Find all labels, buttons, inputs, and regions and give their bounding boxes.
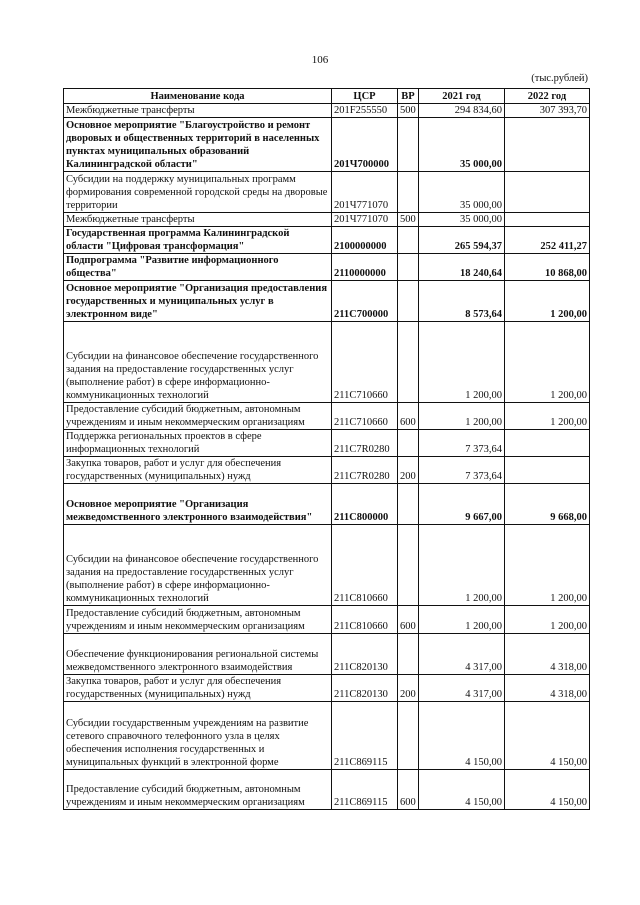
table-row: [64, 281, 590, 322]
cell-csr: 211С800000: [332, 484, 398, 525]
page-number: 106: [311, 54, 329, 66]
cell-y2021: 9 667,00: [419, 484, 505, 525]
cell-y2021: 265 594,37: [419, 227, 505, 254]
header-name: Наименование кода: [64, 89, 332, 104]
cell-y2022: 4 318,00: [505, 634, 590, 675]
cell-y2022: 4 318,00: [505, 675, 590, 702]
cell-y2022: 4 150,00: [505, 770, 590, 810]
table-row: [64, 227, 590, 254]
cell-y2021: 8 573,64: [419, 281, 505, 322]
cell-name: Предоставление субсидий бюджетным, автономным учреждениям и иным некоммерческим организациям: [64, 403, 332, 430]
cell-name: Поддержка региональных проектов в сфере информационных технологий: [64, 430, 332, 457]
cell-y2022: 1 200,00: [505, 281, 590, 322]
cell-csr: 211С820130: [332, 634, 398, 675]
cell-y2021: 1 200,00: [419, 403, 505, 430]
cell-name: Основное мероприятие "Благоустройство и ремонт дворовых и общественных территорий в населенных пунктах муниципальных образований Калининградской области": [64, 118, 332, 172]
cell-csr: 211С869115: [332, 702, 398, 770]
table-row: [64, 484, 590, 525]
cell-vr: 200: [398, 457, 419, 484]
cell-y2021: 35 000,00: [419, 213, 505, 227]
cell-y2022: [505, 172, 590, 213]
table-row: [64, 172, 590, 213]
cell-y2021: 1 200,00: [419, 606, 505, 634]
cell-vr: [398, 227, 419, 254]
cell-y2021: 4 150,00: [419, 702, 505, 770]
table-row: [64, 118, 590, 172]
cell-csr: 201F255550: [332, 104, 398, 118]
cell-y2022: [505, 457, 590, 484]
cell-y2021: 35 000,00: [419, 118, 505, 172]
table-row: [64, 634, 590, 675]
table-row: [64, 104, 590, 118]
cell-name: Предоставление субсидий бюджетным, автономным учреждениям и иным некоммерческим организациям: [64, 770, 332, 810]
cell-vr: [398, 172, 419, 213]
cell-vr: [398, 322, 419, 403]
table-row: [64, 457, 590, 484]
table-row: [64, 770, 590, 810]
cell-y2022: 10 868,00: [505, 254, 590, 281]
cell-y2021: 4 317,00: [419, 675, 505, 702]
cell-y2021: 4 150,00: [419, 770, 505, 810]
table-row: [64, 525, 590, 606]
cell-y2022: 4 150,00: [505, 702, 590, 770]
cell-y2021: 4 317,00: [419, 634, 505, 675]
table-body: [64, 104, 590, 810]
cell-csr: 211С7R0280: [332, 457, 398, 484]
table-row: [64, 702, 590, 770]
cell-name: Закупка товаров, работ и услуг для обеспечения государственных (муниципальных) нужд: [64, 457, 332, 484]
cell-y2021: 1 200,00: [419, 525, 505, 606]
cell-vr: 600: [398, 770, 419, 810]
cell-y2022: 307 393,70: [505, 104, 590, 118]
cell-y2022: 252 411,27: [505, 227, 590, 254]
cell-vr: [398, 484, 419, 525]
cell-vr: 600: [398, 403, 419, 430]
header-2021: 2021 год: [419, 89, 505, 104]
cell-y2022: 1 200,00: [505, 525, 590, 606]
cell-y2021: 35 000,00: [419, 172, 505, 213]
cell-y2022: 1 200,00: [505, 403, 590, 430]
cell-csr: 211С710660: [332, 403, 398, 430]
units-label: (тыс.рублей): [531, 73, 588, 84]
header-csr: ЦСР: [332, 89, 398, 104]
cell-vr: [398, 118, 419, 172]
cell-vr: [398, 254, 419, 281]
cell-name: Межбюджетные трансферты: [64, 213, 332, 227]
cell-name: Основное мероприятие "Организация межведомственного электронного взаимодействия": [64, 484, 332, 525]
cell-y2022: 1 200,00: [505, 322, 590, 403]
cell-name: Обеспечение функционирования региональной системы межведомственного электронного взаимодействия: [64, 634, 332, 675]
cell-csr: 211С700000: [332, 281, 398, 322]
cell-csr: 211С810660: [332, 525, 398, 606]
cell-name: Предоставление субсидий бюджетным, автономным учреждениям и иным некоммерческим организациям: [64, 606, 332, 634]
cell-csr: 2100000000: [332, 227, 398, 254]
budget-table: [63, 88, 590, 810]
cell-vr: 500: [398, 104, 419, 118]
table-row: [64, 254, 590, 281]
cell-vr: [398, 525, 419, 606]
table-row: [64, 403, 590, 430]
cell-name: Субсидии на финансовое обеспечение государственного задания на предоставление государственных услуг (выполнение работ) в сфере информационно-коммуникационных технологий: [64, 322, 332, 403]
cell-y2021: 294 834,60: [419, 104, 505, 118]
cell-vr: [398, 430, 419, 457]
cell-csr: 211С820130: [332, 675, 398, 702]
cell-csr: 211С7R0280: [332, 430, 398, 457]
cell-name: Государственная программа Калининградской области "Цифровая трансформация": [64, 227, 332, 254]
cell-csr: 211С810660: [332, 606, 398, 634]
cell-vr: [398, 634, 419, 675]
cell-y2021: 18 240,64: [419, 254, 505, 281]
cell-vr: 600: [398, 606, 419, 634]
cell-csr: 201Ч771070: [332, 213, 398, 227]
cell-csr: 211С869115: [332, 770, 398, 810]
cell-y2021: 1 200,00: [419, 322, 505, 403]
cell-y2021: 7 373,64: [419, 430, 505, 457]
table-row: [64, 430, 590, 457]
cell-y2021: 7 373,64: [419, 457, 505, 484]
cell-name: Межбюджетные трансферты: [64, 104, 332, 118]
cell-vr: [398, 281, 419, 322]
cell-y2022: 1 200,00: [505, 606, 590, 634]
header-vr: ВР: [398, 89, 419, 104]
cell-csr: 201Ч700000: [332, 118, 398, 172]
cell-vr: 500: [398, 213, 419, 227]
cell-name: Субсидии на поддержку муниципальных программ формирования современной городской среды на дворовые территории: [64, 172, 332, 213]
header-2022: 2022 год: [505, 89, 590, 104]
cell-y2022: [505, 430, 590, 457]
cell-name: Подпрограмма "Развитие информационного общества": [64, 254, 332, 281]
cell-y2022: 9 668,00: [505, 484, 590, 525]
cell-name: Субсидии государственным учреждениям на развитие сетевого справочного телефонного узла в целях обеспечения исполнения государственных и муниципальных функций в электронной форме: [64, 702, 332, 770]
table-row: [64, 322, 590, 403]
table-row: [64, 213, 590, 227]
cell-vr: 200: [398, 675, 419, 702]
cell-name: Основное мероприятие "Организация предоставления государственных и муниципальных услуг в электронном виде": [64, 281, 332, 322]
cell-y2022: [505, 213, 590, 227]
table-row: [64, 675, 590, 702]
table-header-row: [64, 89, 590, 104]
cell-vr: [398, 702, 419, 770]
cell-y2022: [505, 118, 590, 172]
table-row: [64, 606, 590, 634]
cell-csr: 2110000000: [332, 254, 398, 281]
cell-name: Закупка товаров, работ и услуг для обеспечения государственных (муниципальных) нужд: [64, 675, 332, 702]
cell-csr: 211С710660: [332, 322, 398, 403]
cell-name: Субсидии на финансовое обеспечение государственного задания на предоставление государственных услуг (выполнение работ) в сфере информационно-коммуникационных технологий: [64, 525, 332, 606]
cell-csr: 201Ч771070: [332, 172, 398, 213]
